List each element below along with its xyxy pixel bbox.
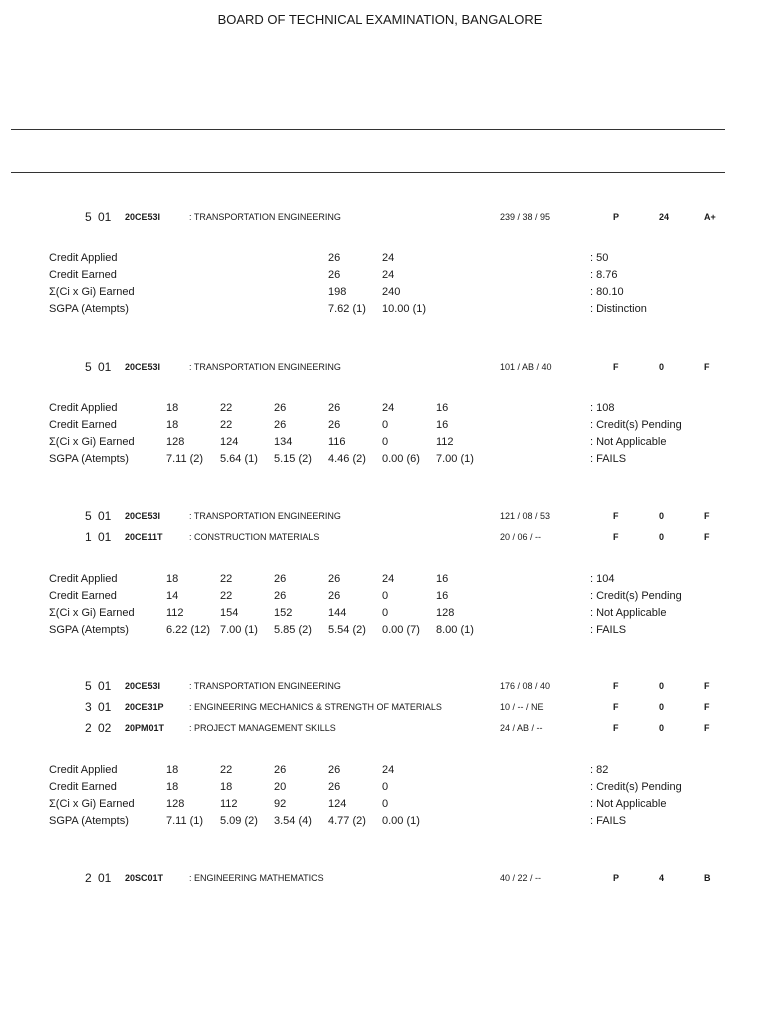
summary-value: : 104	[590, 573, 615, 585]
semester-earned-value: 26	[328, 419, 341, 431]
subject-grade: A+	[704, 212, 716, 222]
semester-cigi-value: 0	[382, 436, 389, 448]
stat-label-cigi-earned: Σ(Ci x Gi) Earned	[49, 286, 135, 298]
subject-result: P	[613, 873, 620, 883]
stat-label-credit-earned: Credit Earned	[49, 590, 117, 602]
semester-earned-value: 24	[382, 269, 395, 281]
semester-earned-value: 16	[436, 419, 449, 431]
semester-applied-value: 24	[382, 402, 395, 414]
stat-label-sgpa-attempts: SGPA (Atempts)	[49, 303, 129, 315]
summary-value: : Not Applicable	[590, 436, 667, 448]
semester-applied-value: 22	[220, 402, 233, 414]
semester-earned-value: 0	[382, 781, 389, 793]
semester-applied-value: 26	[274, 573, 287, 585]
semester-earned-value: 26	[328, 590, 341, 602]
semester-sgpa-value: 5.85 (2)	[274, 624, 312, 636]
semester-sgpa-value: 7.11 (1)	[166, 815, 204, 827]
subject-code: 20CE53I	[125, 511, 161, 521]
subject-credits: 0	[659, 681, 665, 691]
divider-bottom	[11, 172, 725, 173]
semester-earned-value: 26	[328, 269, 341, 281]
semester-applied-value: 26	[328, 402, 341, 414]
summary-value: : 82	[590, 764, 609, 776]
semester-applied-value: 26	[328, 764, 341, 776]
subject-name: : TRANSPORTATION ENGINEERING	[189, 212, 341, 222]
subject-name: : CONSTRUCTION MATERIALS	[189, 532, 320, 542]
subject-semester: 2	[85, 721, 92, 735]
semester-sgpa-value: 4.77 (2)	[328, 815, 366, 827]
subject-credits: 0	[659, 511, 665, 521]
semester-applied-value: 18	[166, 573, 179, 585]
subject-semester: 5	[85, 509, 92, 523]
semester-sgpa-value: 4.46 (2)	[328, 453, 366, 465]
summary-value: : FAILS	[590, 815, 627, 827]
subject-semester: 5	[85, 210, 92, 224]
semester-applied-value: 26	[274, 402, 287, 414]
subject-code: 20CE31P	[125, 702, 164, 712]
stat-label-credit-applied: Credit Applied	[49, 402, 118, 414]
semester-applied-value: 26	[328, 573, 341, 585]
subject-semester: 1	[85, 530, 92, 544]
subject-marks: 121 / 08 / 53	[500, 511, 551, 521]
semester-applied-value: 24	[382, 252, 395, 264]
subject-attempt: 01	[98, 360, 112, 374]
subject-name: : ENGINEERING MATHEMATICS	[189, 873, 324, 883]
semester-sgpa-value: 0.00 (7)	[382, 624, 420, 636]
semester-sgpa-value: 0.00 (1)	[382, 815, 420, 827]
summary-value: : 8.76	[590, 269, 618, 281]
semester-earned-value: 26	[274, 590, 287, 602]
semester-earned-value: 18	[166, 781, 179, 793]
semester-earned-value: 0	[382, 590, 389, 602]
semester-applied-value: 22	[220, 764, 233, 776]
semester-sgpa-value: 7.62 (1)	[328, 303, 366, 315]
semester-sgpa-value: 7.00 (1)	[220, 624, 258, 636]
semester-applied-value: 18	[166, 402, 179, 414]
summary-value: : 108	[590, 402, 615, 414]
subject-credits: 0	[659, 702, 665, 712]
semester-applied-value: 16	[436, 573, 449, 585]
subject-marks: 40 / 22 / --	[500, 873, 542, 883]
subject-code: 20SC01T	[125, 873, 164, 883]
semester-applied-value: 26	[274, 764, 287, 776]
subject-name: : TRANSPORTATION ENGINEERING	[189, 362, 341, 372]
semester-earned-value: 20	[274, 781, 287, 793]
semester-earned-value: 22	[220, 419, 233, 431]
subject-code: 20CE53I	[125, 362, 161, 372]
subject-marks: 239 / 38 / 95	[500, 212, 551, 222]
subject-semester: 5	[85, 360, 92, 374]
stat-label-credit-applied: Credit Applied	[49, 252, 118, 264]
subject-credits: 0	[659, 723, 665, 733]
semester-sgpa-value: 0.00 (6)	[382, 453, 420, 465]
semester-applied-value: 24	[382, 573, 395, 585]
subject-marks: 101 / AB / 40	[500, 362, 552, 372]
subject-code: 20CE53I	[125, 681, 161, 691]
subject-semester: 2	[85, 871, 92, 885]
subject-credits: 4	[659, 873, 665, 883]
subject-grade: F	[704, 362, 710, 372]
subject-name: : TRANSPORTATION ENGINEERING	[189, 681, 341, 691]
summary-value: : Not Applicable	[590, 607, 667, 619]
subject-result: P	[613, 212, 620, 222]
semester-applied-value: 22	[220, 573, 233, 585]
semester-earned-value: 18	[220, 781, 233, 793]
stat-label-sgpa-attempts: SGPA (Atempts)	[49, 453, 129, 465]
subject-name: : PROJECT MANAGEMENT SKILLS	[189, 723, 336, 733]
semester-earned-value: 14	[166, 590, 179, 602]
subject-code: 20CE53I	[125, 212, 161, 222]
subject-grade: F	[704, 511, 710, 521]
subject-code: 20PM01T	[125, 723, 165, 733]
semester-sgpa-value: 5.15 (2)	[274, 453, 312, 465]
subject-result: F	[613, 532, 619, 542]
semester-cigi-value: 92	[274, 798, 287, 810]
semester-sgpa-value: 5.09 (2)	[220, 815, 258, 827]
semester-cigi-value: 112	[436, 436, 454, 448]
subject-grade: B	[704, 873, 711, 883]
semester-earned-value: 26	[274, 419, 287, 431]
subject-semester: 3	[85, 700, 92, 714]
subject-attempt: 01	[98, 679, 112, 693]
semester-applied-value: 26	[328, 252, 341, 264]
subject-grade: F	[704, 681, 710, 691]
semester-cigi-value: 240	[382, 286, 401, 298]
stat-label-cigi-earned: Σ(Ci x Gi) Earned	[49, 607, 135, 619]
semester-applied-value: 16	[436, 402, 449, 414]
stat-label-cigi-earned: Σ(Ci x Gi) Earned	[49, 436, 135, 448]
semester-sgpa-value: 5.54 (2)	[328, 624, 366, 636]
semester-cigi-value: 128	[166, 436, 185, 448]
semester-applied-value: 24	[382, 764, 395, 776]
summary-value: : FAILS	[590, 624, 627, 636]
subject-attempt: 01	[98, 210, 112, 224]
semester-sgpa-value: 8.00 (1)	[436, 624, 474, 636]
semester-cigi-value: 112	[166, 607, 184, 619]
subject-marks: 20 / 06 / --	[500, 532, 542, 542]
semester-sgpa-value: 6.22 (12)	[166, 624, 211, 636]
subject-name: : TRANSPORTATION ENGINEERING	[189, 511, 341, 521]
summary-value: : Credit(s) Pending	[590, 781, 682, 793]
page-title: BOARD OF TECHNICAL EXAMINATION, BANGALORE	[217, 12, 543, 27]
subject-attempt: 01	[98, 530, 112, 544]
semester-sgpa-value: 7.11 (2)	[166, 453, 204, 465]
stat-label-credit-earned: Credit Earned	[49, 419, 117, 431]
semester-earned-value: 0	[382, 419, 389, 431]
stat-label-sgpa-attempts: SGPA (Atempts)	[49, 624, 129, 636]
subject-code: 20CE11T	[125, 532, 163, 542]
summary-value: : Credit(s) Pending	[590, 590, 682, 602]
subject-attempt: 01	[98, 509, 112, 523]
stat-label-credit-earned: Credit Earned	[49, 269, 117, 281]
subject-grade: F	[704, 532, 710, 542]
summary-value: : FAILS	[590, 453, 627, 465]
subject-marks: 176 / 08 / 40	[500, 681, 551, 691]
semester-cigi-value: 128	[166, 798, 185, 810]
subject-grade: F	[704, 702, 710, 712]
divider-top	[11, 129, 725, 130]
subject-result: F	[613, 362, 619, 372]
semester-cigi-value: 152	[274, 607, 293, 619]
summary-value: : 50	[590, 252, 609, 264]
subject-name: : ENGINEERING MECHANICS & STRENGTH OF MATERIALS	[189, 702, 442, 712]
semester-cigi-value: 0	[382, 798, 389, 810]
subject-result: F	[613, 723, 619, 733]
subject-marks: 24 / AB / --	[500, 723, 543, 733]
semester-sgpa-value: 10.00 (1)	[382, 303, 427, 315]
summary-value: : Distinction	[590, 303, 647, 315]
semester-cigi-value: 144	[328, 607, 347, 619]
subject-result: F	[613, 681, 619, 691]
subject-attempt: 01	[98, 871, 112, 885]
semester-earned-value: 16	[436, 590, 449, 602]
stat-label-credit-applied: Credit Applied	[49, 573, 118, 585]
summary-value: : Credit(s) Pending	[590, 419, 682, 431]
summary-value: : Not Applicable	[590, 798, 667, 810]
subject-result: F	[613, 511, 619, 521]
semester-applied-value: 18	[166, 764, 179, 776]
semester-earned-value: 22	[220, 590, 233, 602]
subject-semester: 5	[85, 679, 92, 693]
semester-cigi-value: 128	[436, 607, 455, 619]
subject-marks: 10 / -- / NE	[500, 702, 544, 712]
subject-result: F	[613, 702, 619, 712]
subject-credits: 0	[659, 362, 665, 372]
stat-label-credit-earned: Credit Earned	[49, 781, 117, 793]
semester-earned-value: 18	[166, 419, 179, 431]
subject-grade: F	[704, 723, 710, 733]
semester-cigi-value: 198	[328, 286, 347, 298]
summary-value: : 80.10	[590, 286, 624, 298]
semester-sgpa-value: 3.54 (4)	[274, 815, 312, 827]
stat-label-sgpa-attempts: SGPA (Atempts)	[49, 815, 129, 827]
stat-label-cigi-earned: Σ(Ci x Gi) Earned	[49, 798, 135, 810]
semester-sgpa-value: 5.64 (1)	[220, 453, 258, 465]
semester-earned-value: 26	[328, 781, 341, 793]
semester-cigi-value: 116	[328, 436, 346, 448]
subject-credits: 0	[659, 532, 665, 542]
subject-attempt: 02	[98, 721, 112, 735]
semester-sgpa-value: 7.00 (1)	[436, 453, 474, 465]
semester-cigi-value: 134	[274, 436, 293, 448]
subject-credits: 24	[659, 212, 670, 222]
semester-cigi-value: 0	[382, 607, 389, 619]
semester-cigi-value: 124	[328, 798, 347, 810]
semester-cigi-value: 112	[220, 798, 238, 810]
semester-cigi-value: 124	[220, 436, 239, 448]
semester-cigi-value: 154	[220, 607, 239, 619]
stat-label-credit-applied: Credit Applied	[49, 764, 118, 776]
subject-attempt: 01	[98, 700, 112, 714]
